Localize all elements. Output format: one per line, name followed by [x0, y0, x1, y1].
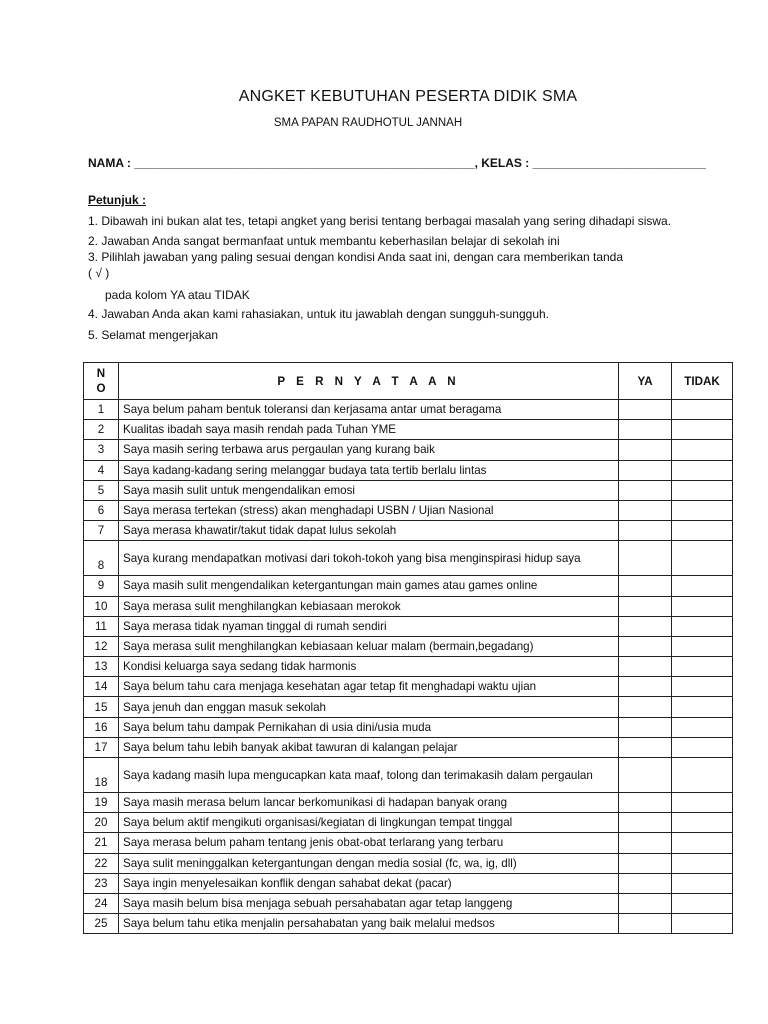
ya-checkbox-cell[interactable] [619, 576, 672, 596]
questionnaire-table [83, 362, 733, 934]
row-statement: Saya belum paham bentuk toleransi dan kerjasama antar umat beragama [118, 400, 618, 420]
row-number: 18 [84, 758, 119, 793]
ya-checkbox-cell[interactable] [619, 914, 672, 934]
tidak-checkbox-cell[interactable] [672, 636, 733, 656]
header-no-line2: O [96, 382, 106, 395]
row-number: 6 [84, 500, 119, 520]
row-number: 7 [84, 521, 119, 541]
row-number: 12 [84, 636, 119, 656]
row-number: 17 [84, 737, 119, 757]
row-statement: Saya merasa tertekan (stress) akan menghadapi USBN / Ujian Nasional [118, 500, 618, 520]
ya-checkbox-cell[interactable] [619, 657, 672, 677]
tidak-checkbox-cell[interactable] [672, 521, 733, 541]
tidak-checkbox-cell[interactable] [672, 677, 733, 697]
tidak-checkbox-cell[interactable] [672, 440, 733, 460]
table-row [84, 697, 733, 717]
row-statement: Saya masih belum bisa menjaga sebuah persahabatan agar tetap langgeng [118, 893, 618, 913]
ya-checkbox-cell[interactable] [619, 420, 672, 440]
ya-checkbox-cell[interactable] [619, 541, 672, 576]
ya-checkbox-cell[interactable] [619, 697, 672, 717]
table-row [84, 793, 733, 813]
tidak-checkbox-cell[interactable] [672, 758, 733, 793]
row-statement: Saya ingin menyelesaikan konflik dengan sahabat dekat (pacar) [118, 873, 618, 893]
row-statement: Saya masih sering terbawa arus pergaulan yang kurang baik [118, 440, 618, 460]
table-row [84, 657, 733, 677]
tidak-checkbox-cell[interactable] [672, 541, 733, 576]
table-row [84, 576, 733, 596]
ya-checkbox-cell[interactable] [619, 596, 672, 616]
row-number: 21 [84, 833, 119, 853]
row-number: 24 [84, 893, 119, 913]
table-row [84, 636, 733, 656]
row-number: 11 [84, 616, 119, 636]
table-row [84, 914, 733, 934]
row-statement: Saya masih merasa belum lancar berkomunikasi di hadapan banyak orang [118, 793, 618, 813]
table-row [84, 833, 733, 853]
row-number: 4 [84, 460, 119, 480]
tidak-checkbox-cell[interactable] [672, 500, 733, 520]
instruction-3: 3. Pilihlah jawaban yang paling sesuai dengan kondisi Anda saat ini, dengan cara memberikan tanda [88, 250, 624, 264]
table-row [84, 440, 733, 460]
instruction-4: 4. Jawaban Anda akan kami rahasiakan, untuk itu jawablah dengan sungguh-sungguh. [88, 307, 549, 321]
row-number: 2 [84, 420, 119, 440]
tidak-checkbox-cell[interactable] [672, 480, 733, 500]
tidak-checkbox-cell[interactable] [672, 853, 733, 873]
ya-checkbox-cell[interactable] [619, 833, 672, 853]
ya-checkbox-cell[interactable] [619, 737, 672, 757]
table-header-row [84, 363, 733, 400]
tidak-checkbox-cell[interactable] [672, 833, 733, 853]
row-statement: Saya merasa belum paham tentang jenis obat-obat terlarang yang terbaru [118, 833, 618, 853]
row-number: 13 [84, 657, 119, 677]
tidak-checkbox-cell[interactable] [672, 813, 733, 833]
page-title: ANGKET KEBUTUHAN PESERTA DIDIK SMA [238, 88, 578, 105]
table-row [84, 460, 733, 480]
header-no [84, 363, 119, 400]
header-ya: YA [619, 363, 672, 400]
tidak-checkbox-cell[interactable] [672, 616, 733, 636]
instruction-3-checkmark: ( √ ) [88, 266, 110, 280]
school-name: SMA PAPAN RAUDHOTUL JANNAH [273, 117, 463, 129]
nama-kelas-field: NAMA : ___________________________________________________, KELAS : __________________________ [88, 156, 707, 170]
ya-checkbox-cell[interactable] [619, 400, 672, 420]
row-statement: Saya merasa khawatir/takut tidak dapat lulus sekolah [118, 521, 618, 541]
tidak-checkbox-cell[interactable] [672, 697, 733, 717]
header-tidak: TIDAK [672, 363, 733, 400]
row-number: 25 [84, 914, 119, 934]
row-statement: Saya belum tahu etika menjalin persahabatan yang baik melalui medsos [118, 914, 618, 934]
header-no-line1: N [96, 367, 106, 380]
ya-checkbox-cell[interactable] [619, 677, 672, 697]
table-row [84, 596, 733, 616]
tidak-checkbox-cell[interactable] [672, 420, 733, 440]
tidak-checkbox-cell[interactable] [672, 460, 733, 480]
row-number: 3 [84, 440, 119, 460]
ya-checkbox-cell[interactable] [619, 813, 672, 833]
ya-checkbox-cell[interactable] [619, 893, 672, 913]
row-statement: Kondisi keluarga saya sedang tidak harmonis [118, 657, 618, 677]
row-statement: Saya masih sulit untuk mengendalikan emosi [118, 480, 618, 500]
tidak-checkbox-cell[interactable] [672, 596, 733, 616]
row-number: 20 [84, 813, 119, 833]
instruction-3-continued: pada kolom YA atau TIDAK [105, 288, 250, 302]
row-statement: Saya kurang mendapatkan motivasi dari tokoh-tokoh yang bisa menginspirasi hidup saya [118, 541, 618, 576]
row-number: 15 [84, 697, 119, 717]
row-number: 8 [84, 541, 119, 576]
tidak-checkbox-cell[interactable] [672, 576, 733, 596]
row-number: 5 [84, 480, 119, 500]
instruction-2: 2. Jawaban Anda sangat bermanfaat untuk membantu keberhasilan belajar di sekolah ini [88, 234, 560, 248]
tidak-checkbox-cell[interactable] [672, 717, 733, 737]
row-number: 19 [84, 793, 119, 813]
instruction-5: 5. Selamat mengerjakan [88, 328, 219, 342]
ya-checkbox-cell[interactable] [619, 853, 672, 873]
table-row [84, 420, 733, 440]
row-number: 10 [84, 596, 119, 616]
ya-checkbox-cell[interactable] [619, 873, 672, 893]
table-row [84, 873, 733, 893]
row-statement: Saya merasa tidak nyaman tinggal di rumah sendiri [118, 616, 618, 636]
table-row [84, 893, 733, 913]
ya-checkbox-cell[interactable] [619, 500, 672, 520]
ya-checkbox-cell[interactable] [619, 717, 672, 737]
table-row [84, 677, 733, 697]
petunjuk-heading: Petunjuk : [88, 193, 147, 207]
table-row [84, 813, 733, 833]
row-number: 1 [84, 400, 119, 420]
ya-checkbox-cell[interactable] [619, 758, 672, 793]
row-statement: Saya kadang-kadang sering melanggar budaya tata tertib berlalu lintas [118, 460, 618, 480]
row-statement: Saya belum tahu dampak Pernikahan di usia dini/usia muda [118, 717, 618, 737]
row-number: 23 [84, 873, 119, 893]
table-row [84, 480, 733, 500]
ya-checkbox-cell[interactable] [619, 636, 672, 656]
row-statement: Saya sulit meninggalkan ketergantungan dengan media sosial (fc, wa, ig, dll) [118, 853, 618, 873]
table-row [84, 758, 733, 793]
instruction-1: 1. Dibawah ini bukan alat tes, tetapi angket yang berisi tentang berbagai masalah yang sering dihadapi siswa. [88, 214, 672, 228]
row-statement: Saya merasa sulit menghilangkan kebiasaan keluar malam (bermain,begadang) [118, 636, 618, 656]
row-statement: Saya belum aktif mengikuti organisasi/kegiatan di lingkungan tempat tinggal [118, 813, 618, 833]
row-statement: Saya jenuh dan enggan masuk sekolah [118, 697, 618, 717]
table-row [84, 853, 733, 873]
row-statement: Kualitas ibadah saya masih rendah pada Tuhan YME [118, 420, 618, 440]
row-number: 14 [84, 677, 119, 697]
row-statement: Saya belum tahu lebih banyak akibat tawuran di kalangan pelajar [118, 737, 618, 757]
table-row [84, 400, 733, 420]
ya-checkbox-cell[interactable] [619, 460, 672, 480]
row-number: 16 [84, 717, 119, 737]
tidak-checkbox-cell[interactable] [672, 400, 733, 420]
tidak-checkbox-cell[interactable] [672, 873, 733, 893]
header-pernyataan: P E R N Y A T A A N [118, 363, 618, 400]
row-statement: Saya merasa sulit menghilangkan kebiasaan merokok [118, 596, 618, 616]
ya-checkbox-cell[interactable] [619, 440, 672, 460]
ya-checkbox-cell[interactable] [619, 616, 672, 636]
tidak-checkbox-cell[interactable] [672, 657, 733, 677]
tidak-checkbox-cell[interactable] [672, 893, 733, 913]
tidak-checkbox-cell[interactable] [672, 737, 733, 757]
table-row [84, 521, 733, 541]
tidak-checkbox-cell[interactable] [672, 914, 733, 934]
row-statement: Saya belum tahu cara menjaga kesehatan agar tetap fit menghadapi waktu ujian [118, 677, 618, 697]
table-row [84, 717, 733, 737]
ya-checkbox-cell[interactable] [619, 793, 672, 813]
row-number: 9 [84, 576, 119, 596]
table-row [84, 541, 733, 576]
tidak-checkbox-cell[interactable] [672, 793, 733, 813]
table-row [84, 737, 733, 757]
row-statement: Saya kadang masih lupa mengucapkan kata maaf, tolong dan terimakasih dalam pergaulan [118, 758, 618, 793]
ya-checkbox-cell[interactable] [619, 521, 672, 541]
ya-checkbox-cell[interactable] [619, 480, 672, 500]
row-statement: Saya masih sulit mengendalikan ketergantungan main games atau games online [118, 576, 618, 596]
table-row [84, 500, 733, 520]
row-number: 22 [84, 853, 119, 873]
table-row [84, 616, 733, 636]
